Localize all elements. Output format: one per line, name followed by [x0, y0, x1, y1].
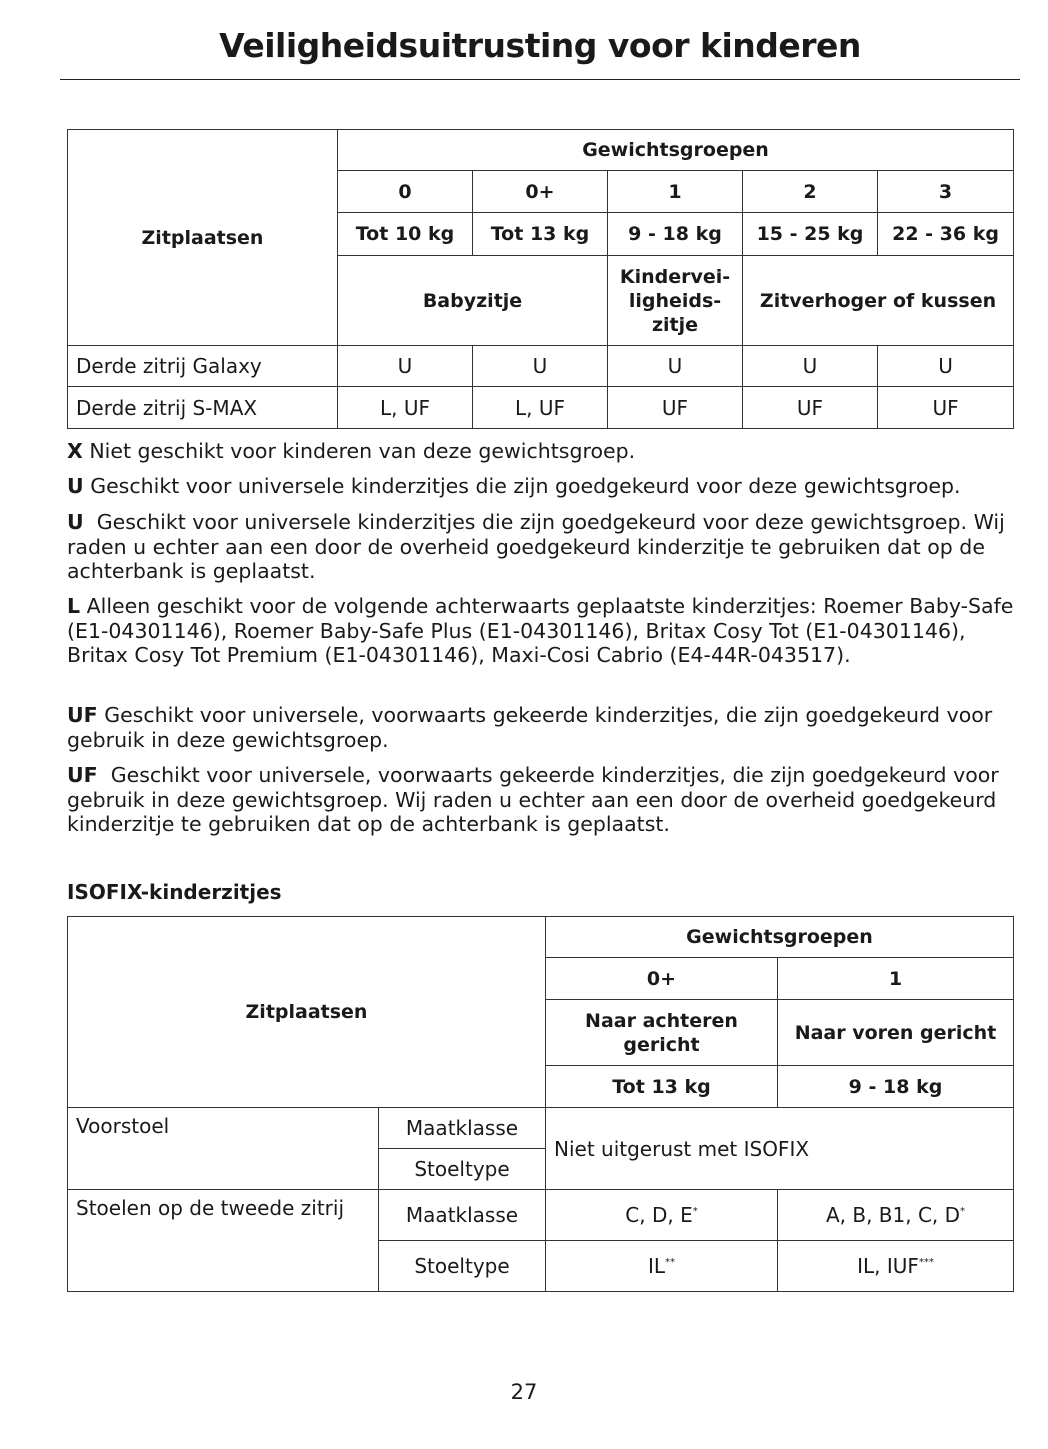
weight-cell: Tot 13 kg: [473, 213, 608, 256]
seat-type-label: Stoeltype: [379, 1149, 546, 1190]
table-row: [68, 1190, 1014, 1241]
value-cell: UF: [608, 387, 743, 429]
isofix-direction-cell: Naar voren gericht: [778, 1000, 1014, 1066]
isofix-direction-cell: Naar achteren gericht: [546, 1000, 778, 1066]
weight-cell: 22 - 36 kg: [878, 213, 1014, 256]
type-babyzitje: Babyzitje: [338, 256, 608, 346]
type-line: ligheids-: [628, 289, 722, 312]
isofix-seating-header: Zitplaatsen: [68, 917, 546, 1108]
value-cell: U: [743, 346, 878, 387]
legend-code: X: [67, 439, 83, 463]
title-divider: [60, 79, 1020, 80]
value-text: IL, IUF: [857, 1254, 919, 1278]
value-text: IL: [647, 1254, 666, 1278]
legend-code: L: [67, 594, 81, 618]
isofix-heading: ISOFIX-kinderzitjes: [67, 880, 282, 904]
legend-text: Alleen geschikt voor de volgende achterwaarts geplaatste kinderzitjes: Roemer Baby-Safe (E1-04301146), Roemer Baby-Safe Plus (E1-04301146), Britax Cosy Tot (E1-04301146), Britax Cosy Tot Premium (E1-04301146), Maxi-Cosi Cabrio (E4-44R-043517).: [67, 594, 1014, 667]
page-title: Veiligheidsuitrusting voor kinderen: [219, 26, 861, 65]
legend-item: [67, 474, 1017, 499]
legend-code: UF: [67, 763, 98, 787]
isofix-weight-cell: 9 - 18 kg: [778, 1066, 1014, 1108]
legend-text: Geschikt voor universele kinderzitjes die zijn goedgekeurd voor deze gewichtsgroep. Wij raden u echter aan een door de overheid goedgekeurd kinderzitje te gebruiken dat op de achterbank is geplaatst.: [67, 510, 1005, 583]
footnote-mark: ***: [918, 1257, 934, 1268]
value-cell: U: [608, 346, 743, 387]
value-text: C, D, E: [625, 1203, 693, 1227]
value-cell: L, UF: [473, 387, 608, 429]
type-line: Kindervei-: [619, 265, 731, 288]
table-row: [68, 387, 1014, 429]
type-line: zitje: [651, 313, 699, 336]
footnote-mark: *: [692, 1206, 698, 1217]
legend-item: [67, 594, 1017, 668]
size-class-value: [546, 1190, 778, 1241]
value-text: A, B, B1, C, D: [825, 1203, 961, 1227]
legend-item: [67, 763, 1017, 837]
legend-code: U: [67, 474, 84, 498]
seat-type-value: [546, 1241, 778, 1292]
legend-item: [67, 439, 1017, 464]
isofix-group-cell: 0+: [546, 958, 778, 1000]
value-cell: UF: [878, 387, 1014, 429]
weight-cell: 15 - 25 kg: [743, 213, 878, 256]
seating-header: Zitplaatsen: [68, 130, 338, 346]
value-cell: UF: [743, 387, 878, 429]
legend-text: Geschikt voor universele kinderzitjes die zijn goedgekeurd voor deze gewichtsgroep.: [90, 474, 961, 498]
second-row-label: Stoelen op de tweede zitrij: [68, 1190, 379, 1292]
legend-code: UF: [67, 703, 98, 727]
isofix-table: [67, 916, 1014, 1292]
isofix-weight-cell: Tot 13 kg: [546, 1066, 778, 1108]
table-row: [68, 1108, 1014, 1149]
group-cell: 1: [608, 171, 743, 213]
weight-cell: 9 - 18 kg: [608, 213, 743, 256]
seat-type-value: [778, 1241, 1014, 1292]
weight-cell: Tot 10 kg: [338, 213, 473, 256]
group-cell: 2: [743, 171, 878, 213]
seat-type-label: Stoeltype: [379, 1241, 546, 1292]
legend-code: U: [67, 510, 84, 534]
group-cell: 3: [878, 171, 1014, 213]
legend-item: [67, 703, 1017, 752]
value-cell: U: [473, 346, 608, 387]
child-seat-table: [67, 129, 1014, 429]
row-label: Derde zitrij S-MAX: [68, 387, 338, 429]
isofix-weight-groups-header: Gewichtsgroepen: [546, 917, 1014, 958]
footnote-mark: *: [960, 1206, 966, 1217]
group-cell: 0+: [473, 171, 608, 213]
value-cell: L, UF: [338, 387, 473, 429]
weight-groups-header: Gewichtsgroepen: [338, 130, 1014, 171]
footnote-mark: **: [665, 1257, 676, 1268]
legend-text: Geschikt voor universele, voorwaarts gekeerde kinderzitjes, die zijn goedgekeurd voor gebruik in deze gewichtsgroep. Wij raden u echter aan een door de overheid goedgekeurd kinderzitje te gebruiken dat op de achterbank is geplaatst.: [67, 763, 999, 836]
group-cell: 0: [338, 171, 473, 213]
size-class-value: [778, 1190, 1014, 1241]
type-kinderveiligheidszitje: [608, 256, 743, 346]
value-cell: U: [878, 346, 1014, 387]
front-seat-label: Voorstoel: [68, 1108, 379, 1190]
row-label: Derde zitrij Galaxy: [68, 346, 338, 387]
page-number: 27: [510, 1380, 538, 1404]
size-class-label: Maatklasse: [379, 1190, 546, 1241]
legend-text: Geschikt voor universele, voorwaarts gekeerde kinderzitjes, die zijn goedgekeurd voor gebruik in deze gewichtsgroep.: [67, 703, 993, 752]
no-isofix-note: Niet uitgerust met ISOFIX: [546, 1108, 1014, 1190]
legend-item: [67, 510, 1017, 584]
table-row: [68, 346, 1014, 387]
size-class-label: Maatklasse: [379, 1108, 546, 1149]
legend-text: Niet geschikt voor kinderen van deze gewichtsgroep.: [89, 439, 636, 463]
isofix-group-cell: 1: [778, 958, 1014, 1000]
value-cell: U: [338, 346, 473, 387]
type-zitverhoger: Zitverhoger of kussen: [743, 256, 1014, 346]
